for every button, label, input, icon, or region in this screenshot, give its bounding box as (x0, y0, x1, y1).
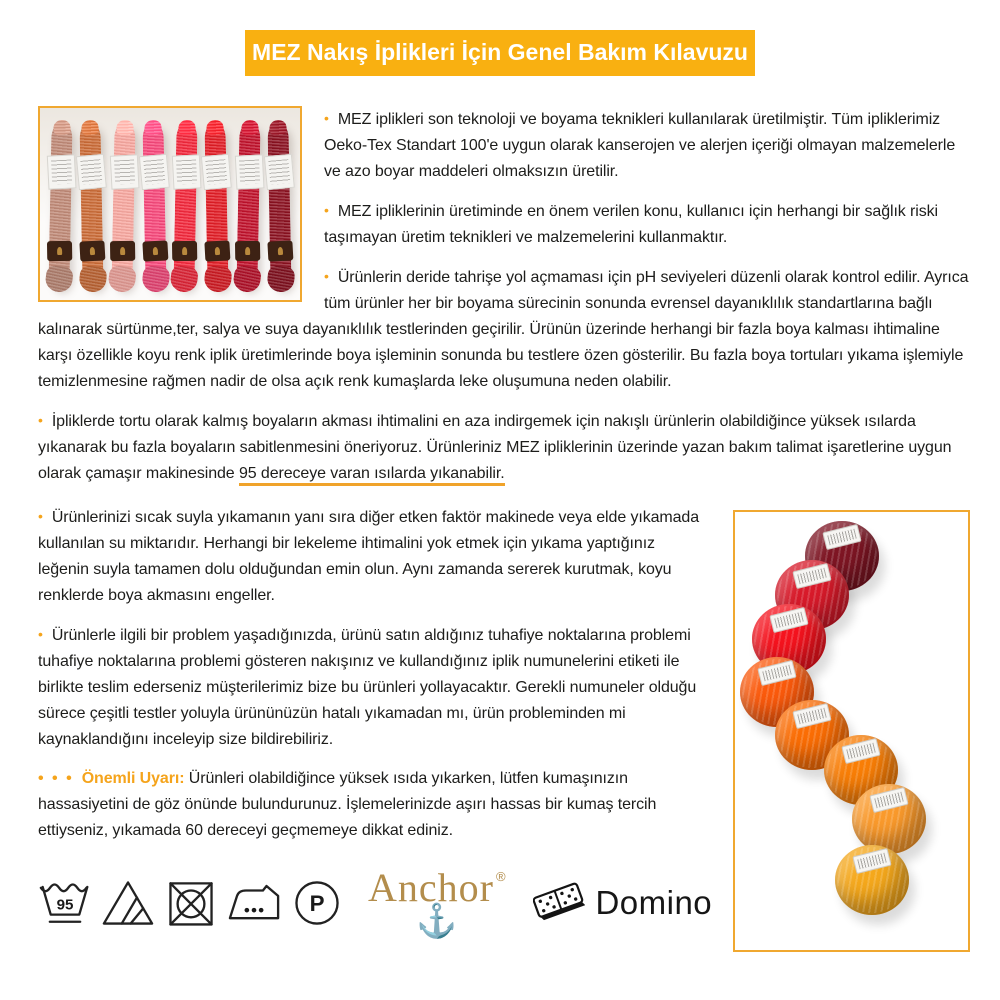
anchor-icon: ⚓ (416, 902, 458, 939)
domino-wordmark: Domino (595, 883, 713, 921)
skein-band (267, 240, 293, 261)
page-root (0, 30, 1000, 1000)
bullet-icon: • (38, 626, 43, 642)
skein-band (205, 240, 231, 261)
skein-label (201, 154, 232, 190)
thread-skein (267, 123, 291, 287)
underlined-95-text: 95 dereceye varan ısılarda yıkanabilir. (239, 465, 505, 486)
thread-skein (142, 123, 166, 287)
iron-icon (227, 878, 281, 928)
skein-band (47, 241, 72, 261)
bullet-icon: • (38, 508, 43, 524)
anchor-wordmark: Anchor (368, 865, 494, 910)
ball-label (792, 563, 831, 589)
ball-label (841, 738, 880, 764)
paragraph-text: Ürünlerinizi sıcak suyla yıkamanın yanı sıra diğer etken faktör makinede veya elde yıkamada kullanılan su miktarıdır. Herhangi bir lekeleme ihtimalini yok etmek için yıkama yaptığınız leğenin suyla tamamen dolu olduğundan emin olun. Aynı zamanda sererek kurutmak, koyu renklerde boya akmasını engeller. (38, 509, 700, 604)
dry-clean-p-icon (290, 878, 344, 928)
thread-skein (49, 123, 73, 287)
domino-logo (533, 882, 712, 924)
skein-label (264, 154, 295, 190)
paragraph-text: Ürünlerin deride tahrişe yol açmaması için pH seviyeleri düzenli olarak kontrol edilir. Ayrıca tüm ürünler her bir boyama sürecinin sonunda evrensel dayanıklılık standartlarına bağlı kalınarak sürtünme,ter, salya ve suya dayanıklılık testlerinden geçirilir. Ürünün üzerinde herhangi bir fazla boya kalması ihtimaline karşı özellikle koyu renk iplik üretimlerinde boya işleminin sonunda bu testlere özen gösterilir. Bu fazla boya tortuları yıkama işlemiyle temizlenmesine rağmen nadir de olsa açık renk kumaşlarda leke oluşumuna neden olabilir. (38, 269, 969, 390)
yarn-ball (852, 784, 926, 854)
bullet-icon: • (38, 412, 43, 428)
ball-label (869, 787, 908, 813)
paragraph-text: MEZ iplikleri son teknoloji ve boyama teknikleri kullanılarak üretilmiştir. Tüm ipliklerimiz Oeko-Tex Standart 100'e uygun olarak kanserojen ve alerjen içeriği olmayan malzemelerle ve azo boyar maddeleri olmaksızın üretilir. (324, 111, 956, 180)
warning-label: Önemli Uyarı: (81, 770, 185, 787)
paragraph-washing-95 (38, 408, 970, 487)
skein-photo (38, 106, 302, 302)
thread-skein (205, 123, 229, 287)
wash-95-icon (38, 878, 92, 928)
thread-skein (236, 123, 260, 287)
no-tumble-dry-icon (164, 878, 218, 928)
domino-icon (533, 882, 585, 924)
title-banner (245, 30, 755, 76)
bleach-triangle-icon (101, 878, 155, 928)
thread-skein (80, 123, 104, 287)
footer-row (38, 865, 713, 939)
care-icons-row (38, 878, 344, 928)
ball-label (792, 703, 831, 729)
skein-label (234, 154, 264, 189)
skein-band (110, 241, 135, 261)
bullet-icon: • (324, 110, 329, 126)
page-title: MEZ Nakış İplikleri İçin Genel Bakım Kılavuzu (252, 39, 748, 65)
skein-band (172, 241, 197, 261)
skein-label (109, 154, 139, 189)
main-content (0, 76, 1000, 937)
ball-label (853, 848, 892, 874)
bullet-icon: • (324, 202, 329, 218)
warning-text: Ürünleri olabildiğince yüksek ısıda yıkarken, lütfen kumaşınızın hassasiyetini de göz önünde bulundurunuz. İşlemelerinizde aşırı hassas bir kumaş tercih ettiyseniz, yıkamada 60 dereceyi geçmemeye dikkat ediniz. (38, 770, 657, 839)
paragraph-text: MEZ ipliklerinin üretiminde en önem verilen konu, kullanıcı için herhangi bir sağlık riski taşımayan üretim teknikleri ve malzemelerini kullanmaktır. (324, 203, 938, 246)
registered-mark: ® (495, 869, 506, 884)
yarn-ball (835, 845, 909, 915)
svg-text:P: P (309, 890, 325, 916)
ball-label (757, 659, 796, 685)
ball-photo (733, 510, 970, 952)
skein-label (172, 154, 202, 189)
bullet-icon: • (324, 268, 329, 284)
paragraph-text: Ürünlerle ilgili bir problem yaşadığınızda, ürünü satın aldığınız tuhafiye noktalarına problemi tuhafiye noktalarına problemi gösteren nakışınız ve kullandığınız iplik numunelerini etiketi ile birlikte teslim ederseniz müşterilerimiz bize bu ürünleri yollayacaktır. Gerekli numuneler olduğu sürece çeşitli testler yoluyla ürününüzün hatalı yıkamadan mı, ürün probleminden mi kaynaklandığını inceleyip size bildirebiliriz. (38, 627, 697, 748)
ball-label (769, 607, 808, 633)
thread-skein (174, 123, 198, 287)
svg-text:95: 95 (56, 895, 74, 913)
skein-band (234, 241, 259, 261)
anchor-logo (368, 865, 506, 939)
paragraph-text: İpliklerde tortu olarak kalmış boyaların akması ihtimalini en aza indirgemek için nakışlı ürünlerin olabildiğince yüksek ısılarda yıkanarak bu fazla boyaların sabitlenmesini öneriyoruz. Ürünleriniz MEZ ipliklerinin üzerinde yazan bakım talimat işaretlerine uygun olarak çamaşır makinesinde (38, 413, 952, 482)
thread-skein (111, 123, 135, 287)
skein-band (142, 240, 168, 261)
skein-band (80, 240, 106, 261)
skein-label (47, 154, 77, 189)
skein-label (139, 154, 170, 190)
skein-label (76, 154, 107, 190)
warning-dots-icon: • • • (38, 770, 74, 787)
ball-label (823, 524, 862, 550)
